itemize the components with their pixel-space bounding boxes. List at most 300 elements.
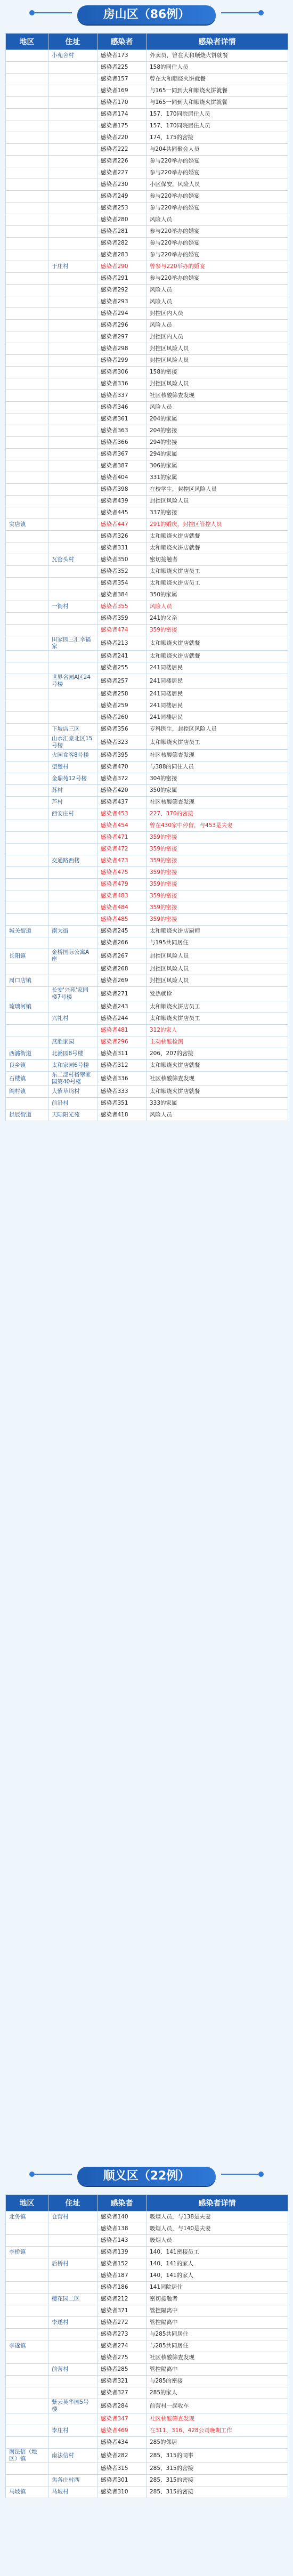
cell-patient: 感染者284 bbox=[97, 2399, 146, 2413]
cell-address bbox=[48, 179, 97, 191]
cell-district bbox=[6, 402, 48, 414]
cell-district: 琉璃河镇 bbox=[6, 1001, 48, 1013]
cell-patient: 感染者169 bbox=[97, 85, 146, 97]
cell-patient: 感染者257 bbox=[97, 674, 146, 688]
table-header-row bbox=[6, 2195, 288, 2212]
cell-district: 拱辰街道 bbox=[6, 1109, 48, 1121]
section-title: 顺义区（22例） bbox=[77, 2167, 216, 2186]
cell-details: 太和顺烧火饼店员工 bbox=[146, 1001, 288, 1013]
cell-address: 小苑舍村 bbox=[48, 50, 97, 62]
cell-address bbox=[48, 414, 97, 425]
cell-details: 管控隔离中 bbox=[146, 2317, 288, 2329]
cell-details: 158的密接 bbox=[146, 367, 288, 378]
cell-address: 大紫草坞村 bbox=[48, 1086, 97, 1098]
cell-district bbox=[6, 249, 48, 261]
table-row bbox=[6, 179, 288, 191]
cell-address: 兴礼村 bbox=[48, 1013, 97, 1025]
cell-district bbox=[6, 867, 48, 879]
cell-address: 东二部村格翠家园第40号楼 bbox=[48, 1072, 97, 1086]
cell-details: 太和顺烧火饼店员工 bbox=[146, 566, 288, 578]
cell-district bbox=[6, 773, 48, 785]
cell-patient: 感染者292 bbox=[97, 285, 146, 296]
cell-district bbox=[6, 844, 48, 855]
cell-patient: 感染者259 bbox=[97, 700, 146, 712]
table-row bbox=[6, 700, 288, 712]
cell-patient: 感染者310 bbox=[97, 2486, 146, 2498]
table-row bbox=[6, 589, 288, 601]
cell-address: 紫云英华园5号楼 bbox=[48, 2399, 97, 2413]
cell-district bbox=[6, 808, 48, 820]
cell-patient: 感染者470 bbox=[97, 762, 146, 773]
table-row bbox=[6, 1001, 288, 1013]
cell-details: 社区核酸筛查发现 bbox=[146, 2413, 288, 2425]
cell-details: 在311、316、428公司晚期工作 bbox=[146, 2425, 288, 2437]
cell-details: 157、170同院居住人员 bbox=[146, 120, 288, 132]
cell-patient: 感染者484 bbox=[97, 902, 146, 914]
cell-details: 294的家属 bbox=[146, 449, 288, 460]
decor-dot bbox=[258, 2172, 264, 2177]
cell-district bbox=[6, 226, 48, 238]
table-row bbox=[6, 975, 288, 987]
cell-details: 太和顺烧火饼店厨师 bbox=[146, 926, 288, 937]
column-header-patient: 感染者 bbox=[97, 34, 146, 50]
table-row bbox=[6, 238, 288, 249]
cell-details: 285的邻居 bbox=[146, 2437, 288, 2449]
cell-details: 密切接触者 bbox=[146, 2294, 288, 2305]
cell-address: 南大街 bbox=[48, 926, 97, 937]
table-row bbox=[6, 507, 288, 519]
cell-district bbox=[6, 85, 48, 97]
cell-address: 燕胜家园 bbox=[48, 1036, 97, 1048]
table-row bbox=[6, 867, 288, 879]
table-row bbox=[6, 1098, 288, 1109]
cell-district bbox=[6, 2282, 48, 2294]
cell-details: 350的家属 bbox=[146, 785, 288, 797]
cell-patient: 感染者244 bbox=[97, 1013, 146, 1025]
table-row bbox=[6, 2475, 288, 2486]
table-body bbox=[6, 50, 288, 1121]
cell-district bbox=[6, 797, 48, 808]
cell-patient: 感染者384 bbox=[97, 589, 146, 601]
column-header-patient: 感染者 bbox=[97, 2195, 146, 2212]
cell-details: 与195共同居住 bbox=[146, 937, 288, 949]
cell-district bbox=[6, 566, 48, 578]
cell-address bbox=[48, 425, 97, 437]
cell-details: 太和顺烧火饼店就餐 bbox=[146, 636, 288, 651]
cell-patient: 感染者282 bbox=[97, 238, 146, 249]
decor-line bbox=[221, 2174, 258, 2175]
cell-details: 241的父亲 bbox=[146, 613, 288, 625]
cell-district bbox=[6, 484, 48, 496]
cell-details: 与388的同住人员 bbox=[146, 762, 288, 773]
table-row bbox=[6, 1036, 288, 1048]
table-row bbox=[6, 662, 288, 674]
table-row bbox=[6, 879, 288, 890]
cell-patient: 感染者347 bbox=[97, 2413, 146, 2425]
cell-patient: 感染者285 bbox=[97, 2364, 146, 2376]
table-row bbox=[6, 566, 288, 578]
cell-district bbox=[6, 425, 48, 437]
cell-patient: 感染者336 bbox=[97, 1072, 146, 1086]
cell-district bbox=[6, 1013, 48, 1025]
cell-details: 封控区风险人员 bbox=[146, 496, 288, 507]
table-row bbox=[6, 2413, 288, 2425]
cell-details: 风险人员 bbox=[146, 285, 288, 296]
cell-address: 前沿村 bbox=[48, 1098, 97, 1109]
cell-district bbox=[6, 2413, 48, 2425]
cell-patient: 感染者331 bbox=[97, 542, 146, 554]
decor-line bbox=[35, 12, 72, 13]
table-row bbox=[6, 296, 288, 308]
table-row bbox=[6, 472, 288, 484]
cell-patient: 感染者312 bbox=[97, 1060, 146, 1072]
cell-details: 与285共同居住 bbox=[146, 2340, 288, 2352]
cell-district: 马坡镇 bbox=[6, 2486, 48, 2498]
cell-patient: 感染者274 bbox=[97, 2340, 146, 2352]
cell-patient: 感染者447 bbox=[97, 519, 146, 531]
cell-patient: 感染者290 bbox=[97, 261, 146, 273]
cell-district bbox=[6, 2425, 48, 2437]
table-row bbox=[6, 2247, 288, 2258]
cell-patient: 感染者453 bbox=[97, 808, 146, 820]
cell-patient: 感染者474 bbox=[97, 625, 146, 636]
table-row bbox=[6, 62, 288, 74]
cell-details: 吸烟人员 bbox=[146, 2235, 288, 2247]
cell-address bbox=[48, 109, 97, 120]
cell-address: 天际阳光苑 bbox=[48, 1109, 97, 1121]
cell-address bbox=[48, 589, 97, 601]
table-row bbox=[6, 601, 288, 613]
table-row bbox=[6, 74, 288, 85]
cell-patient: 感染者371 bbox=[97, 2305, 146, 2317]
table-row bbox=[6, 688, 288, 700]
cell-details: 331的家属 bbox=[146, 472, 288, 484]
table-row bbox=[6, 2387, 288, 2399]
table-row bbox=[6, 132, 288, 144]
cell-address bbox=[48, 2223, 97, 2235]
cell-district: 西潞街道 bbox=[6, 1048, 48, 1060]
cell-details: 359的密接 bbox=[146, 902, 288, 914]
cell-district bbox=[6, 132, 48, 144]
cell-patient: 感染者268 bbox=[97, 963, 146, 975]
cell-details: 参与220举办的婚宴 bbox=[146, 202, 288, 214]
cell-details: 专科医生，封控区风险人员 bbox=[146, 724, 288, 735]
cell-details: 359的密接 bbox=[146, 879, 288, 890]
table-row bbox=[6, 1072, 288, 1086]
cell-patient: 感染者315 bbox=[97, 2463, 146, 2475]
cell-details: 333的家属 bbox=[146, 1098, 288, 1109]
cell-address bbox=[48, 700, 97, 712]
cell-patient: 感染者479 bbox=[97, 879, 146, 890]
cell-address bbox=[48, 132, 97, 144]
cell-patient: 感染者352 bbox=[97, 566, 146, 578]
table-row bbox=[6, 156, 288, 167]
cell-details: 241同楼居民 bbox=[146, 662, 288, 674]
cell-address: 下坡店三区 bbox=[48, 724, 97, 735]
cell-district bbox=[6, 167, 48, 179]
cell-patient: 感染者298 bbox=[97, 343, 146, 355]
table-row bbox=[6, 963, 288, 975]
cell-district bbox=[6, 191, 48, 202]
cell-address bbox=[48, 566, 97, 578]
cell-district bbox=[6, 855, 48, 867]
cell-district bbox=[6, 273, 48, 285]
cell-patient: 感染者367 bbox=[97, 449, 146, 460]
cell-district bbox=[6, 331, 48, 343]
cell-patient: 感染者356 bbox=[97, 724, 146, 735]
cell-patient: 感染者398 bbox=[97, 484, 146, 496]
table-row bbox=[6, 855, 288, 867]
cell-address bbox=[48, 844, 97, 855]
cell-details: 太和顺烧火饼店就餐 bbox=[146, 531, 288, 542]
cell-details: 外卖员，曾在大和顺烧火饼就餐 bbox=[146, 50, 288, 62]
cell-details: 140、141密接员工 bbox=[146, 2247, 288, 2258]
cell-patient: 感染者454 bbox=[97, 820, 146, 832]
cell-patient: 感染者326 bbox=[97, 531, 146, 542]
cell-patient: 感染者327 bbox=[97, 2387, 146, 2399]
cell-district bbox=[6, 144, 48, 156]
cell-district: 城关街道 bbox=[6, 926, 48, 937]
cell-details: 发热就诊 bbox=[146, 987, 288, 1001]
cell-details: 359的密接 bbox=[146, 832, 288, 844]
cell-address bbox=[48, 879, 97, 890]
table-row bbox=[6, 2399, 288, 2413]
table-row bbox=[6, 808, 288, 820]
table-row bbox=[6, 285, 288, 296]
cell-patient: 感染者387 bbox=[97, 460, 146, 472]
cell-district bbox=[6, 74, 48, 85]
cell-address bbox=[48, 2247, 97, 2258]
table-row bbox=[6, 674, 288, 688]
cell-patient: 感染者157 bbox=[97, 74, 146, 85]
cell-details: 太和顺烧火饼店就餐 bbox=[146, 1060, 288, 1072]
cell-details: 141同院居住 bbox=[146, 2282, 288, 2294]
table-row bbox=[6, 425, 288, 437]
cell-address: 前营村 bbox=[48, 2364, 97, 2376]
cell-address bbox=[48, 625, 97, 636]
cell-details: 前营村一起收车 bbox=[146, 2399, 288, 2413]
cell-district bbox=[6, 355, 48, 367]
table-row bbox=[6, 273, 288, 285]
cell-district bbox=[6, 2352, 48, 2364]
table-row bbox=[6, 120, 288, 132]
cell-patient: 感染者230 bbox=[97, 179, 146, 191]
cell-patient: 感染者299 bbox=[97, 355, 146, 367]
table-row bbox=[6, 554, 288, 566]
table-row bbox=[6, 50, 288, 62]
cell-address: 仓营村 bbox=[48, 2212, 97, 2223]
cell-address bbox=[48, 74, 97, 85]
cell-district bbox=[6, 601, 48, 613]
cell-details: 参与220举办的婚宴 bbox=[146, 167, 288, 179]
cell-details: 350的家属 bbox=[146, 589, 288, 601]
cell-patient: 感染者281 bbox=[97, 226, 146, 238]
cell-details: 封控区风险人员 bbox=[146, 355, 288, 367]
cell-details: 太和顺烧火饼店员工 bbox=[146, 1013, 288, 1025]
cell-district bbox=[6, 820, 48, 832]
cell-address bbox=[48, 2437, 97, 2449]
table-row bbox=[6, 2376, 288, 2387]
cell-patient: 感染者249 bbox=[97, 191, 146, 202]
cell-patient: 感染者227 bbox=[97, 167, 146, 179]
cell-details: 曾在430家中停留，与453是夫妻 bbox=[146, 820, 288, 832]
column-header-address: 住址 bbox=[48, 34, 97, 50]
cell-district bbox=[6, 97, 48, 109]
cell-details: 204的家属 bbox=[146, 414, 288, 425]
cell-details: 304的密接 bbox=[146, 773, 288, 785]
cell-patient: 感染者253 bbox=[97, 202, 146, 214]
table-row bbox=[6, 460, 288, 472]
table-row bbox=[6, 414, 288, 425]
cell-details: 285、315的密接 bbox=[146, 2486, 288, 2498]
cell-district bbox=[6, 179, 48, 191]
cell-district bbox=[6, 554, 48, 566]
cell-district bbox=[6, 2364, 48, 2376]
cell-district bbox=[6, 62, 48, 74]
cell-details: 157、170同院居住人员 bbox=[146, 109, 288, 120]
cell-address: 芦村 bbox=[48, 797, 97, 808]
cell-district: 北务镇 bbox=[6, 2212, 48, 2223]
cell-district bbox=[6, 2258, 48, 2270]
cell-address bbox=[48, 902, 97, 914]
cell-details: 风险人员 bbox=[146, 320, 288, 331]
cell-district bbox=[6, 296, 48, 308]
cell-district bbox=[6, 496, 48, 507]
cell-patient: 感染者275 bbox=[97, 2352, 146, 2364]
cell-patient: 感染者361 bbox=[97, 414, 146, 425]
cell-details: 小区保安，风险人员 bbox=[146, 179, 288, 191]
cell-district bbox=[6, 963, 48, 975]
cell-district bbox=[6, 613, 48, 625]
cell-address bbox=[48, 460, 97, 472]
cell-district bbox=[6, 762, 48, 773]
cell-address: 李庄村 bbox=[48, 2425, 97, 2437]
cell-details: 风险人员 bbox=[146, 296, 288, 308]
cell-patient: 感染者245 bbox=[97, 926, 146, 937]
cell-district bbox=[6, 2270, 48, 2282]
table-row bbox=[6, 762, 288, 773]
cell-details: 与204共同聚会人员 bbox=[146, 144, 288, 156]
cell-details: 风险人员 bbox=[146, 402, 288, 414]
table-row bbox=[6, 890, 288, 902]
cell-address bbox=[48, 2235, 97, 2247]
table-row bbox=[6, 2212, 288, 2223]
cell-details: 密切接触者 bbox=[146, 554, 288, 566]
cell-address bbox=[48, 651, 97, 662]
table-row bbox=[6, 832, 288, 844]
cell-patient: 感染者283 bbox=[97, 249, 146, 261]
cases-table bbox=[5, 33, 288, 1121]
cell-address: 樱花园二区 bbox=[48, 2294, 97, 2305]
table-row bbox=[6, 578, 288, 589]
column-header-district: 地区 bbox=[6, 2195, 48, 2212]
cell-district bbox=[6, 214, 48, 226]
table-row bbox=[6, 902, 288, 914]
section-title-banner bbox=[77, 2164, 216, 2189]
cell-details: 359的密接 bbox=[146, 855, 288, 867]
cell-district bbox=[6, 449, 48, 460]
table-row bbox=[6, 97, 288, 109]
cell-address bbox=[48, 2340, 97, 2352]
table-row bbox=[6, 2294, 288, 2305]
cell-details: 太和顺烧火饼店就餐 bbox=[146, 651, 288, 662]
cell-address bbox=[48, 320, 97, 331]
cell-details: 太和顺烧火饼店就餐 bbox=[146, 542, 288, 554]
cell-address: 太和家园6号楼 bbox=[48, 1060, 97, 1072]
cell-district bbox=[6, 531, 48, 542]
cell-patient: 感染者255 bbox=[97, 662, 146, 674]
cell-details: 封控区风险人员 bbox=[146, 343, 288, 355]
cell-address bbox=[48, 578, 97, 589]
cell-address: 苏村 bbox=[48, 785, 97, 797]
cell-details: 社区核酸筛查发现 bbox=[146, 390, 288, 402]
cell-details: 312的家人 bbox=[146, 1025, 288, 1036]
cell-patient: 感染者346 bbox=[97, 402, 146, 414]
cell-district bbox=[6, 1098, 48, 1109]
cell-district bbox=[6, 2437, 48, 2449]
cell-address bbox=[48, 472, 97, 484]
cell-address bbox=[48, 367, 97, 378]
cell-address: 金桥国际公寓A座 bbox=[48, 949, 97, 963]
cell-address bbox=[48, 820, 97, 832]
cell-address bbox=[48, 496, 97, 507]
cell-details: 与285共同居住 bbox=[146, 2329, 288, 2340]
table-row bbox=[6, 2449, 288, 2463]
cell-district bbox=[6, 437, 48, 449]
cell-district bbox=[6, 343, 48, 355]
cell-patient: 感染者138 bbox=[97, 2223, 146, 2235]
table-row bbox=[6, 712, 288, 724]
table-row bbox=[6, 542, 288, 554]
cell-district: 南法信（地区）镇 bbox=[6, 2449, 48, 2463]
cell-patient: 感染者213 bbox=[97, 636, 146, 651]
decor-line bbox=[221, 12, 258, 13]
table-row bbox=[6, 214, 288, 226]
cell-details: 174、175的密接 bbox=[146, 132, 288, 144]
cell-district bbox=[6, 2317, 48, 2329]
cell-details: 封控区风险人员 bbox=[146, 949, 288, 963]
cell-details: 太和顺烧火饼店员工 bbox=[146, 735, 288, 750]
cell-patient: 感染者483 bbox=[97, 890, 146, 902]
cell-district bbox=[6, 937, 48, 949]
cell-district bbox=[6, 735, 48, 750]
cell-address: 于庄村 bbox=[48, 261, 97, 273]
cell-patient: 感染者366 bbox=[97, 437, 146, 449]
cell-district bbox=[6, 238, 48, 249]
table-row bbox=[6, 651, 288, 662]
table-row bbox=[6, 167, 288, 179]
cell-patient: 感染者220 bbox=[97, 132, 146, 144]
cell-details: 285的家人 bbox=[146, 2387, 288, 2399]
cell-patient: 感染者225 bbox=[97, 62, 146, 74]
cell-details: 风险人员 bbox=[146, 1109, 288, 1121]
cell-address: 李遂村 bbox=[48, 2317, 97, 2329]
cell-address: 山水汇豪北区15号楼 bbox=[48, 735, 97, 750]
cell-patient: 感染者420 bbox=[97, 785, 146, 797]
cell-details: 359的密接 bbox=[146, 914, 288, 926]
cell-details: 158的同住人员 bbox=[146, 62, 288, 74]
cell-district bbox=[6, 662, 48, 674]
cell-patient: 感染者291 bbox=[97, 273, 146, 285]
cell-patient: 感染者351 bbox=[97, 1098, 146, 1109]
cell-patient: 感染者363 bbox=[97, 425, 146, 437]
cell-patient: 感染者269 bbox=[97, 975, 146, 987]
cell-district bbox=[6, 156, 48, 167]
cell-district bbox=[6, 542, 48, 554]
cell-address: 西安庄村 bbox=[48, 808, 97, 820]
cell-details: 参与220举办的婚宴 bbox=[146, 273, 288, 285]
cell-patient: 感染者296 bbox=[97, 320, 146, 331]
